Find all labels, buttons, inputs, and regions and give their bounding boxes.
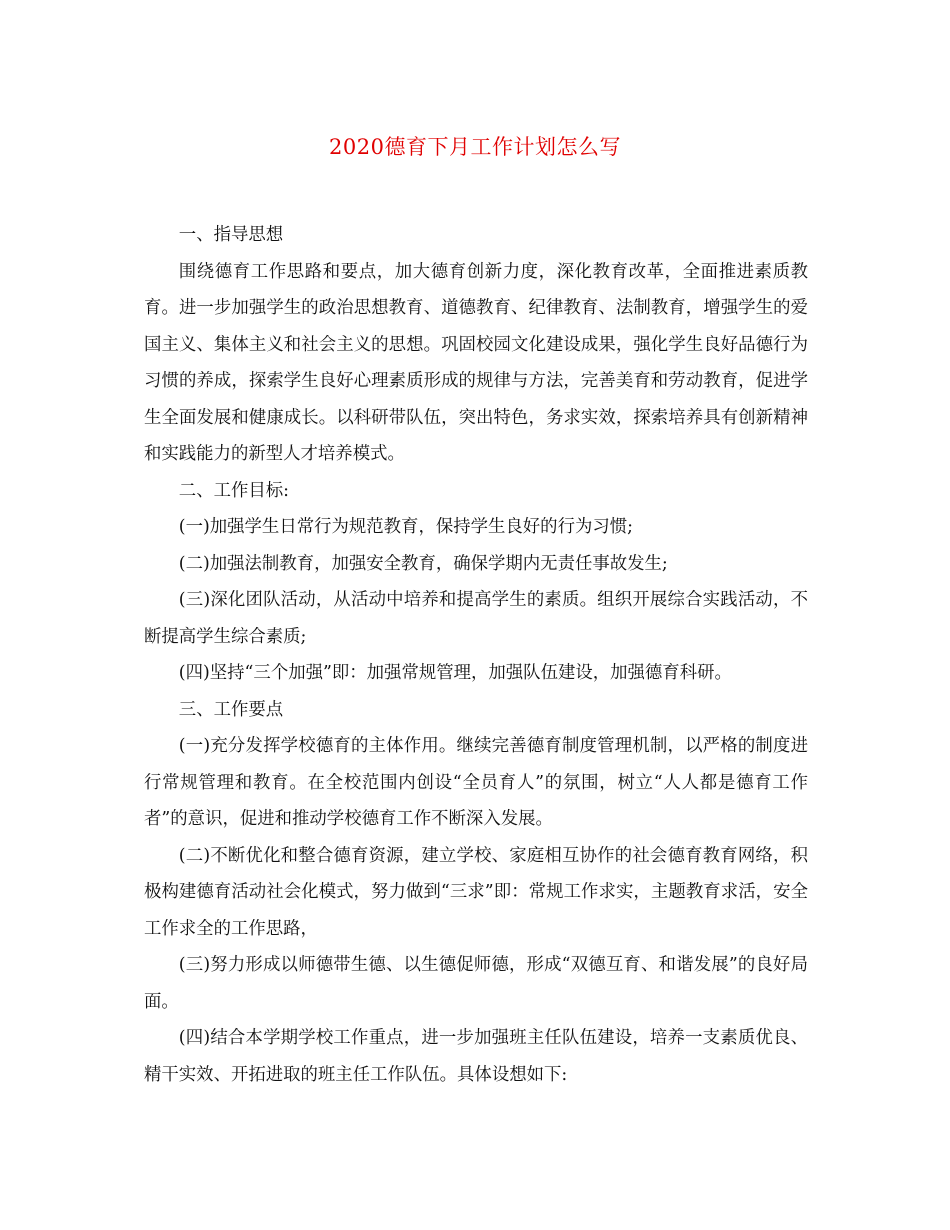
goal-item-3: (三)深化团队活动，从活动中培养和提高学生的素质。组织开展综合实践活动，不断提高学生综合素质;	[144, 590, 808, 647]
key-point-4: (四)结合本学期学校工作重点，进一步加强班主任队伍建设，培养一支素质优良、精干实效、开拓进取的班主任工作队伍。具体设想如下:	[144, 1028, 808, 1085]
key-point-2: (二)不断优化和整合德育资源，建立学校、家庭相互协作的社会德育教育网络，积极构建德育活动社会化模式，努力做到“三求”即：常规工作求实，主题教育求活，安全工作求全的工作思路，	[144, 845, 808, 939]
goal-item-2: (二)加强法制教育，加强安全教育，确保学期内无责任事故发生;	[178, 553, 668, 574]
key-point-3: (三)努力形成以师德带生德、以生德促师德，形成“双德互育、和谐发展”的良好局面。	[144, 955, 808, 1012]
document-title: 2020德育下月工作计划怎么写	[329, 135, 621, 159]
key-point-1: (一)充分发挥学校德育的主体作用。继续完善德育制度管理机制，以严格的制度进行常规管理和教育。在全校范围内创设“全员育人”的氛围，树立“人人都是德育工作者”的意识，促进和推动学校德育工作不断深入发展。	[144, 736, 808, 829]
paragraph-guiding-thought: 围绕德育工作思路和要点，加大德育创新力度，深化教育改革，全面推进素质教育。进一步加强学生的政治思想教育、道德教育、纪律教育、法制教育，增强学生的爱国主义、集体主义和社会主义的思想。巩固校园文化建设成果，强化学生良好品德行为习惯的养成，探索学生良好心理素质形成的规律与方法，完善美育和劳动教育，促进学生全面发展和健康成长。以科研带队伍，突出特色，务求实效，探索培养具有创新精神和实践能力的新型人才培养模式。	[144, 261, 808, 464]
goal-item-1: (一)加强学生日常行为规范教育，保持学生良好的行为习惯;	[178, 517, 633, 537]
goal-item-4: (四)坚持“三个加强”即：加强常规管理，加强队伍建设，加强德育科研。	[178, 663, 732, 683]
section-heading-guiding-thought: 一、指导思想	[178, 225, 284, 245]
section-heading-key-points: 三、工作要点	[178, 699, 284, 720]
document-body	[144, 217, 808, 1093]
section-heading-work-goals: 二、工作目标:	[178, 480, 290, 501]
